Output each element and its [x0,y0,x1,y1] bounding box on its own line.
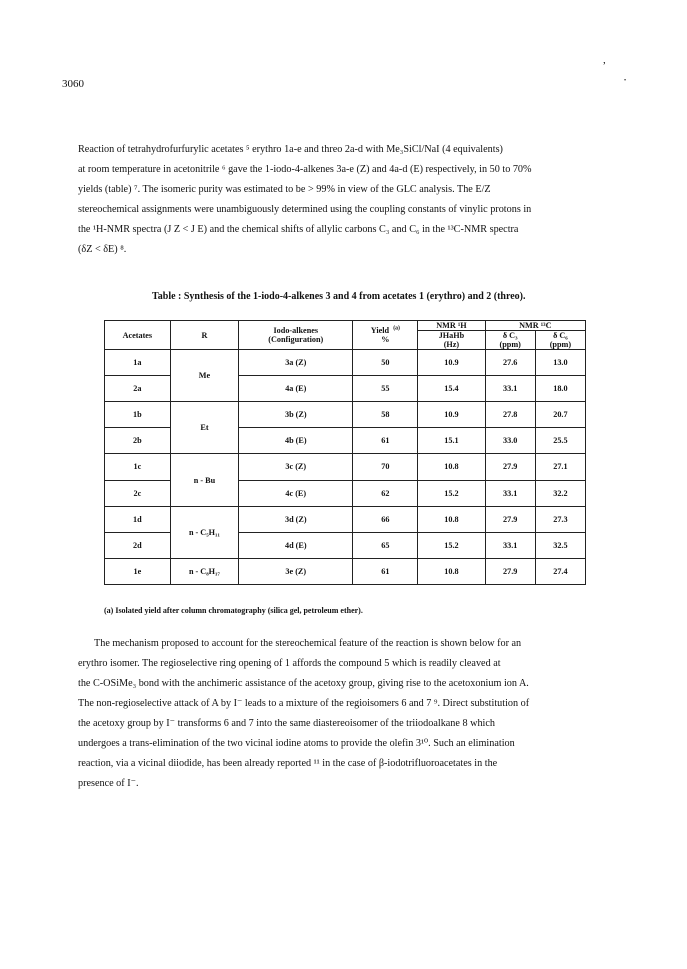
header-j-label: JHaHb [438,331,465,340]
cell-j: 15.2 [418,532,485,558]
cell-c6: 32.2 [535,480,585,506]
text-line: stereochemical assignments were unambiguously determined using the coupling constants of vinylic protons in [78,204,532,215]
cell-iodo: 3c (Z) [239,454,353,480]
cell-j: 15.2 [418,480,485,506]
cell-acetate: 2b [105,428,171,454]
header-yield [353,321,418,350]
table-row [105,558,586,584]
table-row [105,350,586,376]
header-yield-label: Yield [370,326,390,335]
cell-yield: 65 [353,532,418,558]
cell-iodo: 4b (E) [239,428,353,454]
results-table [104,320,586,585]
cell-yield: 62 [353,480,418,506]
cell-acetate: 1c [105,454,171,480]
header-configuration: (Configuration) [268,335,324,344]
intro-paragraph [78,140,630,260]
text-line: The non-regioselective attack of A by I⁻ leads to a mixture of the regioisomers 6 and 7 ⁹. Direct substitution of [78,698,530,709]
header-acetates: Acetates [105,321,171,350]
cell-c6: 27.1 [535,454,585,480]
cell-c3: 27.9 [485,558,535,584]
cell-acetate: 1a [105,350,171,376]
cell-c6: 32.5 [535,532,585,558]
text-line: The mechanism proposed to account for the stereochemical feature of the reaction is shown below for an [94,638,522,649]
text-line: (δZ < δE) ⁸. [78,244,127,255]
table-row [105,402,586,428]
text-line: erythro isomer. The regioselective ring opening of 1 affords the compound 5 which is readily cleaved at [78,658,501,669]
header-dc6-label: δ C₆ [553,331,568,340]
header-r: R [170,321,239,350]
header-dc3-unit: (ppm) [499,340,521,349]
text-line: at room temperature in acetonitrile ⁶ gave the 1-iodo-4-alkenes 3a-e (Z) and 4a-d (E) respectively, in 50 to 70% [78,164,532,175]
text-line: Reaction of tetrahydrofurfurylic acetates ⁵ erythro 1a-e and threo 2a-d with Me₃SiCl/NaI (4 equivalents) [78,144,503,155]
cell-acetate: 1d [105,506,171,532]
header-j-unit: (Hz) [443,340,460,349]
header-iodo-alkenes [239,321,353,350]
text-line: the acetoxy group by I⁻ transforms 6 and 7 into the same diastereoisomer of the triiodoalkane 8 which [78,718,496,729]
cell-yield: 58 [353,402,418,428]
cell-j: 10.8 [418,506,485,532]
cell-r: n - C₈H₁₇ [170,558,239,584]
cell-iodo: 3a (Z) [239,350,353,376]
cell-c6: 27.3 [535,506,585,532]
mechanism-paragraph [78,634,630,794]
text-line: presence of I⁻. [78,778,139,789]
cell-c3: 33.0 [485,428,535,454]
text-line: the ¹H-NMR spectra (J Z < J E) and the chemical shifts of allylic carbons C₃ and C₆ in the ¹³C-NMR spectra [78,224,519,235]
cell-r: Et [170,402,239,454]
cell-iodo: 4d (E) [239,532,353,558]
cell-iodo: 3b (Z) [239,402,353,428]
header-yield-unit: % [381,335,390,344]
cell-yield: 66 [353,506,418,532]
cell-yield: 50 [353,350,418,376]
header-j [418,331,485,350]
cell-iodo: 4c (E) [239,480,353,506]
cell-c6: 25.5 [535,428,585,454]
margin-mark: • [624,78,627,84]
header-dc3 [485,331,535,350]
cell-c3: 27.9 [485,506,535,532]
cell-c3: 33.1 [485,376,535,402]
table-footnote: (a) Isolated yield after column chromatography (silica gel, petroleum ether). [104,606,363,615]
cell-yield: 61 [353,558,418,584]
cell-c6: 18.0 [535,376,585,402]
cell-j: 10.9 [418,350,485,376]
text-line: undergoes a trans-elimination of the two vicinal iodine atoms to provide the olefin 3¹⁰. Such an elimination [78,738,515,749]
cell-j: 10.9 [418,402,485,428]
cell-iodo: 3e (Z) [239,558,353,584]
cell-c6: 13.0 [535,350,585,376]
cell-acetate: 2a [105,376,171,402]
table-row [105,506,586,532]
cell-yield: 55 [353,376,418,402]
cell-iodo: 3d (Z) [239,506,353,532]
cell-acetate: 1b [105,402,171,428]
cell-c3: 33.1 [485,480,535,506]
cell-c6: 27.4 [535,558,585,584]
text-line: the C-OSiMe₃ bond with the anchimeric assistance of the acetoxy group, giving rise to the acetoxonium ion A. [78,678,529,689]
results-table-wrap [104,320,586,585]
table-row [105,454,586,480]
table-caption: Table : Synthesis of the 1-iodo-4-alkenes 3 and 4 from acetates 1 (erythro) and 2 (threo). [152,291,526,302]
header-yield-note: (a) [393,325,400,332]
cell-yield: 61 [353,428,418,454]
header-dc6 [535,331,585,350]
cell-c3: 33.1 [485,532,535,558]
cell-acetate: 1e [105,558,171,584]
header-dc3-label: δ C₃ [502,331,518,340]
header-nmr-c: NMR ¹³C [485,321,585,331]
header-iodo-label: Iodo-alkenes [273,326,319,335]
cell-iodo: 4a (E) [239,376,353,402]
header-nmr-h: NMR ¹H [418,321,485,331]
cell-j: 15.1 [418,428,485,454]
cell-acetate: 2d [105,532,171,558]
cell-r: n - C₅H₁₁ [170,506,239,558]
cell-acetate: 2c [105,480,171,506]
cell-c3: 27.8 [485,402,535,428]
cell-r: Me [170,350,239,402]
cell-c3: 27.9 [485,454,535,480]
cell-c6: 20.7 [535,402,585,428]
cell-j: 10.8 [418,558,485,584]
cell-j: 10.8 [418,454,485,480]
cell-j: 15.4 [418,376,485,402]
page-number: 3060 [62,78,84,90]
header-dc6-unit: (ppm) [549,340,572,349]
margin-mark: , [603,54,606,66]
cell-c3: 27.6 [485,350,535,376]
text-line: yields (table) ⁷. The isomeric purity was estimated to be > 99% in view of the GLC analysis. The E/Z [78,184,491,195]
text-line: reaction, via a vicinal diiodide, has been already reported ¹¹ in the case of β-iodotrifluoroacetates in the [78,758,498,769]
cell-r: n - Bu [170,454,239,506]
cell-yield: 70 [353,454,418,480]
